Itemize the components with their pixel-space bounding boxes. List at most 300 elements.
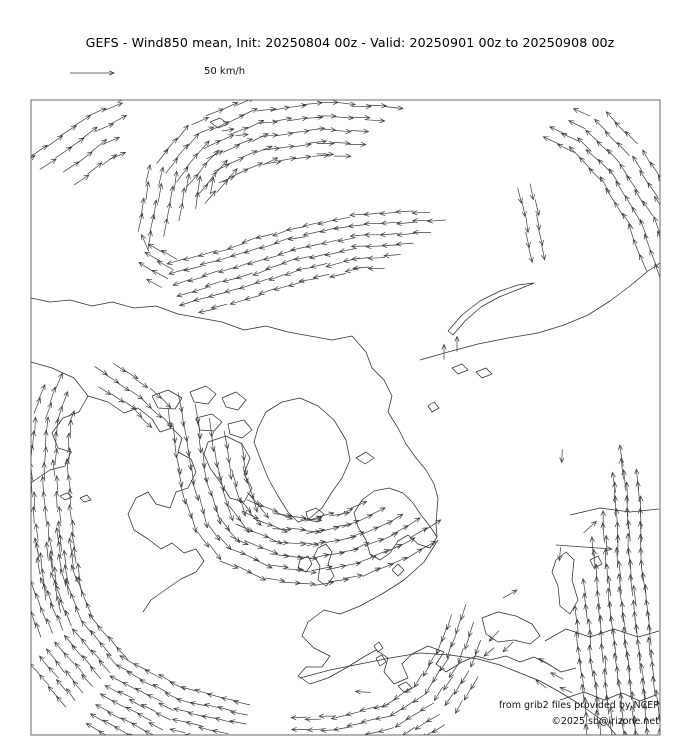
wind-arrow	[351, 129, 369, 133]
wind-arrow	[148, 695, 163, 703]
wind-arrow	[332, 715, 347, 720]
wind-arrow	[170, 728, 185, 733]
wind-arrow	[404, 518, 420, 529]
wind-arrow	[232, 469, 238, 486]
wind-arrow	[170, 682, 185, 689]
coastline	[228, 420, 252, 438]
wind-arrow	[162, 250, 177, 259]
wind-arrow	[57, 680, 66, 691]
wind-arrow	[569, 121, 586, 129]
wind-arrow	[503, 590, 517, 598]
wind-arrow	[55, 491, 59, 508]
wind-arrow	[308, 740, 323, 744]
wind-arrow	[196, 127, 214, 135]
wind-arrow	[650, 162, 660, 176]
wind-arrow	[40, 159, 56, 169]
wind-arrow	[351, 543, 369, 551]
wind-arrow	[157, 149, 168, 163]
wind-arrow	[318, 220, 335, 225]
wind-arrow	[264, 160, 280, 164]
wind-arrow	[15, 634, 20, 647]
wind-arrow	[64, 635, 74, 647]
wind-arrow	[562, 134, 579, 142]
wind-arrow	[157, 261, 173, 269]
wind-arrow	[141, 198, 145, 216]
wind-arrow	[209, 293, 225, 298]
wind-arrow	[295, 256, 312, 261]
coastline	[314, 544, 334, 586]
wind-arrow	[140, 680, 155, 687]
wind-arrow	[255, 278, 271, 284]
wind-arrow	[57, 554, 61, 571]
wind-arrow	[180, 301, 196, 307]
wind-arrow	[26, 560, 30, 576]
wind-arrow	[287, 104, 306, 108]
wind-arrow	[34, 398, 40, 413]
wind-arrow	[65, 611, 71, 627]
wind-arrow	[340, 248, 357, 252]
wind-arrow	[40, 607, 46, 622]
wind-arrow	[141, 418, 152, 428]
wind-arrow	[142, 235, 149, 252]
wind-arrow	[294, 741, 310, 745]
wind-arrow	[46, 403, 52, 419]
wind-arrow	[118, 691, 132, 698]
wind-arrow	[529, 247, 534, 262]
wind-arrow	[203, 508, 209, 527]
wind-arrow	[413, 694, 426, 703]
wind-arrow	[259, 289, 274, 295]
wind-arrow	[57, 696, 66, 707]
wind-arrow	[82, 592, 89, 607]
wind-arrow	[44, 431, 48, 448]
wind-arrow	[136, 688, 150, 696]
wind-arrow	[461, 671, 469, 684]
coastline	[570, 508, 659, 515]
wind-arrow	[198, 736, 213, 741]
wind-arrow	[634, 730, 639, 748]
wind-arrow	[396, 242, 413, 246]
wind-arrow	[198, 176, 202, 193]
wind-arrow	[233, 169, 248, 176]
wind-arrow	[222, 697, 238, 701]
wind-arrow	[346, 711, 361, 716]
wind-arrow	[107, 654, 118, 667]
wind-arrow	[147, 279, 162, 287]
wind-arrow	[333, 129, 351, 133]
wind-arrow	[92, 140, 106, 152]
wind-arrow	[216, 256, 233, 262]
wind-arrow	[228, 158, 244, 165]
wind-arrow	[605, 132, 618, 145]
wind-arrow	[16, 601, 22, 615]
wind-arrow	[352, 116, 370, 120]
wind-arrow	[240, 284, 256, 290]
wind-arrow	[91, 666, 101, 678]
wind-arrow	[601, 511, 605, 531]
coastline	[448, 283, 534, 335]
coastline	[452, 364, 468, 374]
wind-arrow	[215, 717, 231, 722]
coastline	[196, 414, 222, 431]
wind-arrow	[275, 132, 293, 136]
wind-arrow	[130, 699, 144, 707]
wind-arrow	[285, 270, 301, 276]
wind-arrow	[320, 227, 337, 233]
wind-arrow	[82, 675, 93, 687]
wind-arrow	[140, 741, 153, 748]
wind-arrow	[47, 649, 57, 661]
wind-arrow	[55, 642, 65, 654]
wind-arrow	[104, 103, 123, 111]
wind-arrow	[633, 156, 642, 171]
wind-arrow	[625, 196, 635, 212]
wind-arrow	[222, 128, 234, 132]
wind-arrow	[72, 629, 83, 641]
wind-arrow	[604, 536, 608, 556]
wind-arrow	[382, 699, 395, 707]
wind-arrow	[366, 119, 384, 123]
wind-arrow	[236, 273, 252, 279]
wind-arrow	[539, 230, 544, 246]
wind-arrow	[174, 708, 190, 713]
wind-arrow	[650, 250, 657, 268]
wind-arrow	[227, 115, 244, 123]
wind-arrow	[218, 535, 232, 550]
wind-arrow	[177, 167, 188, 182]
wind-arrow	[108, 712, 121, 719]
wind-arrow	[102, 155, 116, 165]
wind-arrow	[503, 642, 513, 652]
wind-arrow	[254, 559, 272, 568]
wind-arrow	[124, 401, 136, 409]
wind-arrow	[292, 727, 308, 731]
wind-arrow	[627, 520, 631, 541]
wind-arrow	[607, 149, 619, 163]
wind-arrow	[66, 581, 73, 597]
wind-arrow	[57, 507, 61, 523]
wind-arrow	[616, 181, 626, 197]
wind-arrow	[615, 122, 627, 134]
wind-arrow	[227, 503, 234, 521]
wind-arrow	[181, 485, 187, 504]
wind-arrow	[371, 550, 390, 558]
wind-arrow	[146, 165, 151, 183]
wind-arrow	[344, 258, 360, 263]
wind-arrow	[644, 234, 651, 252]
wind-arrow	[369, 743, 383, 748]
wind-arrow	[42, 584, 46, 600]
coastline	[398, 682, 412, 692]
wind-arrow	[317, 512, 334, 517]
wind-arrow	[112, 394, 124, 402]
wind-arrow	[334, 226, 352, 230]
wind-arrow	[42, 492, 46, 509]
wind-arrow	[46, 136, 62, 148]
wind-arrow	[99, 387, 111, 395]
wind-arrow	[397, 221, 415, 225]
wind-arrow	[618, 587, 623, 607]
coastline	[31, 298, 438, 537]
wind-arrow	[589, 168, 602, 181]
wind-arrow	[606, 112, 618, 125]
wind-arrow	[260, 243, 277, 249]
wind-arrow	[332, 512, 349, 516]
wind-arrow	[550, 127, 567, 135]
wind-arrow	[451, 632, 457, 647]
wind-arrow	[560, 687, 572, 692]
wind-arrow	[338, 238, 355, 243]
wind-arrow	[145, 670, 160, 678]
wind-arrow	[39, 385, 46, 400]
wind-arrow	[274, 285, 289, 290]
wind-arrow	[25, 628, 30, 642]
wind-arrow	[394, 690, 407, 699]
wind-arrow	[127, 672, 142, 680]
wind-arrow	[252, 134, 268, 142]
coastline	[428, 402, 439, 412]
wind-arrow	[282, 258, 298, 264]
wind-arrow	[161, 397, 171, 408]
coastline	[545, 629, 659, 641]
wind-arrow	[78, 152, 93, 163]
wind-arrow	[432, 725, 444, 733]
wind-arrow	[50, 603, 57, 618]
wind-arrow	[361, 719, 377, 724]
wind-arrow	[70, 71, 114, 75]
wind-arrow	[230, 300, 245, 305]
wind-arrow	[397, 233, 415, 237]
wind-arrow	[325, 252, 342, 257]
wind-arrow	[668, 188, 677, 203]
wind-arrow	[643, 150, 651, 165]
wind-arrow	[106, 375, 119, 383]
chart-title: GEFS - Wind850 mean, Init: 20250804 00z - Valid: 20250901 00z to 20250908 00z	[85, 35, 615, 50]
wind-arrow	[71, 565, 77, 581]
wind-arrow	[75, 606, 82, 622]
wind-arrow	[380, 232, 397, 236]
wind-arrow	[651, 676, 655, 696]
copyright-credit: ©2025 sb@irizone.net	[551, 716, 659, 727]
wind-arrow	[57, 615, 63, 630]
wind-arrow	[206, 150, 218, 163]
wind-arrow	[291, 716, 307, 720]
wind-arrow	[464, 688, 471, 701]
wind-arrow	[145, 731, 159, 737]
wind-arrow	[410, 738, 422, 746]
wind-arrow	[216, 505, 222, 524]
wind-arrow	[264, 255, 281, 261]
wind-arrow	[238, 517, 249, 532]
wind-arrow	[36, 558, 40, 574]
wind-arrow	[539, 659, 551, 666]
wind-arrow	[335, 116, 353, 120]
wind-arrow	[40, 656, 49, 668]
wind-arrow	[396, 210, 414, 214]
wind-arrow	[138, 213, 143, 231]
wind-arrow	[247, 120, 263, 128]
wind-arrow	[537, 214, 541, 230]
wind-arrow	[73, 681, 83, 693]
wind-arrow	[195, 689, 211, 694]
wind-arrow	[242, 237, 259, 243]
wind-arrow	[405, 685, 418, 693]
wind-arrow	[184, 266, 202, 271]
wind-arrow	[64, 653, 75, 665]
wind-arrow	[36, 623, 41, 637]
wind-arrow	[376, 716, 392, 720]
wind-arrow	[518, 188, 523, 203]
wind-arrow	[117, 383, 130, 391]
wind-arrow	[384, 253, 400, 257]
wind-arrow	[241, 151, 257, 158]
wind-arrow	[303, 231, 321, 236]
wind-arrow	[82, 127, 97, 139]
wind-arrow	[218, 706, 234, 711]
wind-arrow	[434, 687, 442, 700]
wind-arrow	[410, 528, 427, 538]
wind-arrow	[522, 201, 526, 216]
wind-arrow	[199, 251, 216, 257]
wind-arrow	[624, 640, 628, 660]
wind-arrow	[270, 554, 289, 558]
wind-arrow	[248, 259, 265, 265]
wind-arrow	[186, 721, 202, 726]
wind-arrow	[454, 681, 462, 694]
wind-arrow	[236, 139, 253, 146]
wind-arrow	[353, 266, 369, 270]
wind-arrow	[121, 718, 135, 724]
wind-arrow	[56, 147, 72, 158]
wind-arrow	[598, 160, 611, 174]
wind-arrow	[573, 109, 589, 116]
wind-arrow	[357, 556, 376, 563]
wind-arrow	[217, 135, 234, 143]
wind-arrow	[265, 536, 282, 544]
coastline	[222, 392, 246, 410]
wind-arrow	[32, 492, 36, 509]
wind-arrow	[139, 262, 154, 272]
wind-arrow	[100, 694, 113, 702]
wind-arrow	[573, 606, 577, 624]
coastline	[298, 540, 576, 684]
wind-arrow	[50, 387, 56, 403]
wind-arrow	[205, 281, 221, 287]
wind-arrow	[584, 521, 597, 532]
wind-arrow	[274, 237, 291, 244]
wind-arrow	[159, 703, 174, 711]
wind-arrow	[425, 680, 433, 694]
wind-arrow	[536, 680, 546, 688]
wind-arrow	[606, 189, 616, 205]
wind-arrow	[595, 119, 607, 132]
wind-arrow	[114, 364, 126, 372]
wind-arrow	[141, 705, 156, 712]
wind-arrow	[330, 274, 346, 279]
wind-arrow	[420, 703, 433, 711]
coastline	[354, 488, 437, 560]
wind-arrow	[91, 650, 102, 662]
wind-arrow	[245, 295, 260, 300]
wind-arrow	[273, 117, 291, 122]
wind-arrow	[287, 227, 304, 231]
wind-arrow	[98, 626, 109, 638]
wind-arrow	[609, 169, 619, 185]
wind-arrow	[611, 629, 615, 649]
wind-arrow	[31, 507, 35, 523]
wind-arrow	[66, 671, 75, 683]
wind-arrow	[279, 157, 295, 161]
wind-arrow	[458, 649, 463, 664]
wind-arrow	[333, 217, 350, 222]
coastline	[552, 552, 578, 614]
wind-arrow	[445, 693, 453, 706]
wind-arrow	[178, 468, 183, 487]
wind-arrow	[167, 259, 184, 265]
wind-arrow	[617, 143, 629, 156]
wind-arrow	[615, 548, 619, 568]
wind-arrow	[333, 141, 350, 145]
wind-arrow	[444, 677, 453, 690]
wind-arrow	[318, 128, 336, 132]
wind-arrow	[413, 230, 431, 234]
wind-arrow	[342, 520, 359, 527]
wind-arrow	[294, 143, 311, 147]
wind-arrow	[633, 239, 640, 256]
data-source-credit: from grib2 files provided by NCEP	[498, 700, 659, 711]
wind-arrow	[214, 164, 230, 171]
wind-arrow	[110, 676, 125, 683]
wind-arrow	[68, 411, 74, 426]
wind-arrow	[586, 150, 600, 163]
wind-arrow	[19, 155, 35, 166]
wind-arrow	[235, 486, 241, 503]
wind-arrow	[433, 668, 441, 682]
wind-arrow	[233, 263, 250, 269]
wind-arrow	[11, 589, 17, 603]
wind-arrow	[236, 133, 248, 137]
wind-arrow	[177, 125, 188, 140]
wind-arrow	[86, 723, 98, 730]
wind-scale-arrow-icon	[70, 71, 114, 75]
wind-arrow	[68, 505, 72, 521]
wind-arrow	[19, 584, 25, 598]
wind-arrow	[368, 266, 384, 270]
coastline	[80, 495, 91, 502]
wind-arrow	[223, 145, 239, 152]
wind-arrow	[72, 645, 83, 657]
wind-arrow	[626, 652, 630, 672]
wind-arrow	[43, 506, 47, 523]
wind-arrow	[188, 712, 204, 717]
wind-arrow	[625, 132, 637, 144]
wind-arrow	[455, 701, 462, 714]
wind-arrow	[183, 422, 188, 442]
wind-arrow	[658, 729, 662, 748]
wind-arrow	[449, 665, 458, 678]
wind-arrow	[103, 720, 116, 727]
wind-arrow	[89, 614, 99, 627]
wind-arrow	[75, 663, 84, 676]
wind-arrow	[623, 213, 633, 228]
wind-arrow	[322, 240, 339, 245]
wind-arrow	[266, 264, 282, 270]
wind-arrow	[266, 578, 285, 583]
wind-arrow	[108, 636, 118, 649]
wind-arrow	[100, 642, 111, 655]
wind-arrow	[319, 100, 338, 104]
wind-arrow	[597, 141, 611, 154]
